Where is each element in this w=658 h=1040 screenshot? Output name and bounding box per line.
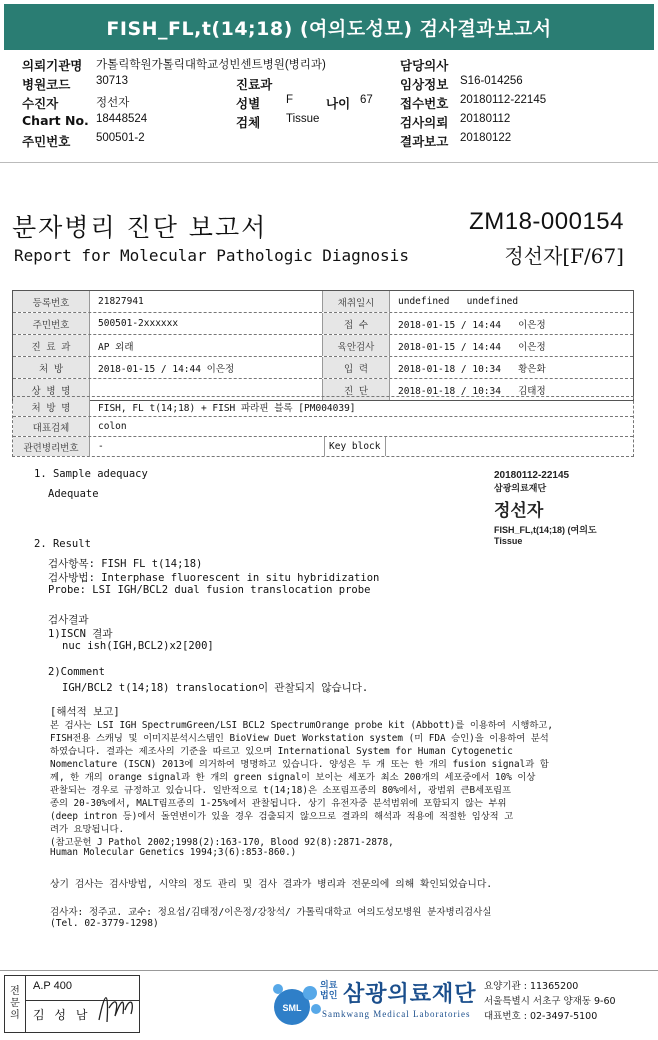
stamp-name: 정선자 [494,501,544,520]
footer [0,970,658,1040]
table-label: 처 방 명 [13,397,90,416]
table-value: 21827941 [90,291,323,312]
label-char: 전 [10,986,20,997]
pathologist-box [4,975,140,1033]
org-name: 삼광의료재단 [343,982,477,1007]
value-chart-no: 18448524 [96,113,148,125]
table-value [386,437,633,456]
body-line: 관찰되는 경우로 규정하고 있습니다. 일반적으로 t(14;18)은 소포림프종의 80%에서, 광범위 큰B세포림프 [50,785,512,796]
org-info [484,979,616,1024]
label-age: 나이 [326,96,351,111]
body-line: Adequate [48,488,99,500]
label-char: 의 [10,1010,20,1021]
value-collector: 정선자 [96,97,130,109]
value-report: 20180122 [460,132,512,144]
table-value: colon [98,421,127,432]
label-request: 검사의뢰 [400,115,449,130]
section-heading: 2. Result [34,538,91,550]
body-line: 2)Comment [48,666,105,678]
value-clinical-info: S16-014256 [460,75,523,87]
org-info-line: 요양기관 : 11365200 [484,981,579,992]
label-sex: 성별 [236,96,261,111]
body-line: 하였습니다. 결과는 제조사의 기준을 따르고 있으며 International System for Human Cytogenetic [50,746,513,757]
label-dept: 진료과 [236,77,273,92]
report-number: ZM18-000154 [469,208,624,235]
scanned-report [0,168,658,968]
stamp-org: 삼광의료재단 [494,483,547,493]
label-specimen: 검체 [236,115,261,130]
label-char: 문 [10,998,20,1009]
table-value: 2018-01-15 / 14:44 이은정 [398,341,546,353]
header-divider [0,162,658,163]
info-table [12,290,634,401]
body-line: Human Molecular Genetics 1994;3(6):853-860.) [50,847,297,858]
body-line: 검사자: 정주교. 교수: 정요섭/김태정/이은정/강창석/ 가톨릭대학교 여의도성모병원 분자병리검사실 [50,907,492,918]
table-value: 500501-2xxxxxx [90,313,323,334]
body-line: 검사항목: FISH FL t(14;18) [48,558,203,570]
label-doctor: 담당의사 [400,58,449,73]
body-line: IGH/BCL2 t(14;18) translocation이 관찰되지 않습니다. [62,682,369,694]
table-value: - [98,441,104,452]
body-line: FISH전용 스캐닝 및 이미지분석시스템인 BioView Duet Workstation system (미 FDA 승인)을 이용하여 분석 [50,733,549,744]
table-label: 처 방 [13,357,90,378]
org-name-en: Samkwang Medical Laboratories [322,1009,471,1019]
label-receipt-no: 접수번호 [400,96,449,111]
org-info-line: 서울특별시 서초구 양재동 9-60 [484,996,616,1007]
label-report: 결과보고 [400,134,449,149]
table-row [13,335,633,357]
value-age: 67 [360,94,373,106]
table-row [13,397,633,417]
specimen-stamp [494,470,654,546]
report-title-en: Report for Molecular Pathologic Diagnosis [14,246,409,265]
table-row [13,417,633,437]
stamp-specimen: Tissue [494,536,523,546]
body-line: 본 검사는 LSI IGH SpectrumGreen/LSI BCL2 SpectrumOrange probe kit (Abbott)를 이용하여 시행하고, [50,720,553,731]
body-line: 께, 한 개의 orange signal과 한 개의 green signal이 보이는 세포가 최소 200개의 세포중에서 10% 이상 [50,772,536,783]
body-line: Nomenclature (ISCN) 2013에 의거하여 명명하고 있습니다. 양성은 두 개 또는 한 개의 fusion signal과 함 [50,759,549,770]
org-small: 의료법인 [320,981,338,1001]
doctor-name: 김 성 남 [33,1008,91,1022]
label-institution: 의뢰기관명 [22,58,83,73]
body-line: 려가 요망됩니다. [50,824,125,835]
report-title-ko: 분자병리 진단 보고서 [12,213,268,242]
table-value: 2018-01-15 / 14:44 이은정 [90,357,323,378]
table-row [13,357,633,379]
section-heading: 1. Sample adequacy [34,468,148,480]
value-receipt-no: 20180112-22145 [460,94,547,106]
label-clinical-info: 임상정보 [400,77,449,92]
value-request: 20180112 [460,113,511,125]
label-resident-no: 주민번호 [22,134,71,149]
table-label: 상 병 명 [13,379,90,400]
body-line: (Tel. 02-3779-1298) [50,918,159,929]
signature-icon [95,980,139,1030]
body-line: 상기 검사는 검사방법, 시약의 정도 관리 및 검사 결과가 병리과 전문의에 의해 확인되었습니다. [50,879,493,890]
order-table [12,396,634,457]
label-collector: 수진자 [22,96,59,111]
body-line: (deep intron 등)에서 돌연변이가 있을 경우 검출되지 않으므로 결과의 해석과 적용에 적절한 임상적 고 [50,811,514,822]
table-value: undefined undefined [398,296,519,307]
value-sex: F [286,94,294,106]
body-line: Probe: LSI IGH/BCL2 dual fusion translocation probe [48,584,371,596]
stamp-test: FISH_FL,t(14;18) (여의도 [494,525,597,535]
table-label: 관련병리번호 [13,437,90,456]
body-line: 1)ISCN 결과 [48,628,113,640]
stamp-receipt: 20180112-22145 [494,470,570,481]
label-chart-no: Chart No. [22,113,89,128]
table-value: FISH, FL t(14;18) + FISH 파라핀 블록 [PM004039] [98,402,356,414]
report-patient: 정선자[F/67] [504,244,624,268]
table-label: 주민번호 [13,313,90,334]
body-line: [해석적 보고] [50,706,120,718]
body-line: 검사결과 [48,614,89,626]
label-hospital-code: 병원코드 [22,77,71,92]
value-institution: 가톨릭학원가톨릭대학교성빈센트병원(병리과) [96,59,326,71]
table-row [13,291,633,313]
body-line: 검사방법: Interphase fluorescent in situ hybridization [48,572,380,584]
value-hospital-code: 30713 [96,75,128,87]
table-row [13,313,633,335]
table-label: 진 단 [323,379,390,400]
table-label: 육안검사 [323,335,390,356]
table-label: 등록번호 [13,291,90,312]
table-label: 대표검체 [13,417,90,436]
table-label: Key block [324,437,386,456]
body-line: nuc ish(IGH,BCL2)x2[200] [62,640,214,652]
header-info [0,52,658,160]
table-label: 진 료 과 [13,335,90,356]
ap-label: A.P 400 [33,980,72,992]
table-label: 채취일시 [323,291,390,312]
body-line: (참고문헌 J Pathol 2002;1998(2):163-170, Blood 92(8):2871-2878, [50,837,394,848]
table-value: 2018-01-18 / 10:34 황은화 [398,363,546,375]
table-row [13,437,633,456]
table-value: 2018-01-15 / 14:44 이은정 [398,319,546,331]
table-label: 접 수 [323,313,390,334]
logo-text: SML [282,1003,302,1013]
table-value: AP 외래 [90,335,323,356]
pathologist-label [5,976,26,1032]
value-specimen: Tissue [286,113,320,125]
report-title: FISH_FL,t(14;18) (여의도성모) 검사결과보고서 [4,4,654,50]
table-label: 입 력 [323,357,390,378]
body-line: 종의 20-30%에서, MALT림프종의 1-25%에서 관찰됩니다. 상기 유전자중 분석범위에 포함되지 않는 부위 [50,798,507,809]
org-info-line: 대표번호 : 02-3497-5100 [484,1011,598,1022]
value-resident-no: 500501-2 [96,132,145,144]
table-value: 2018-01-18 / 10:34 김태정 [398,385,546,397]
